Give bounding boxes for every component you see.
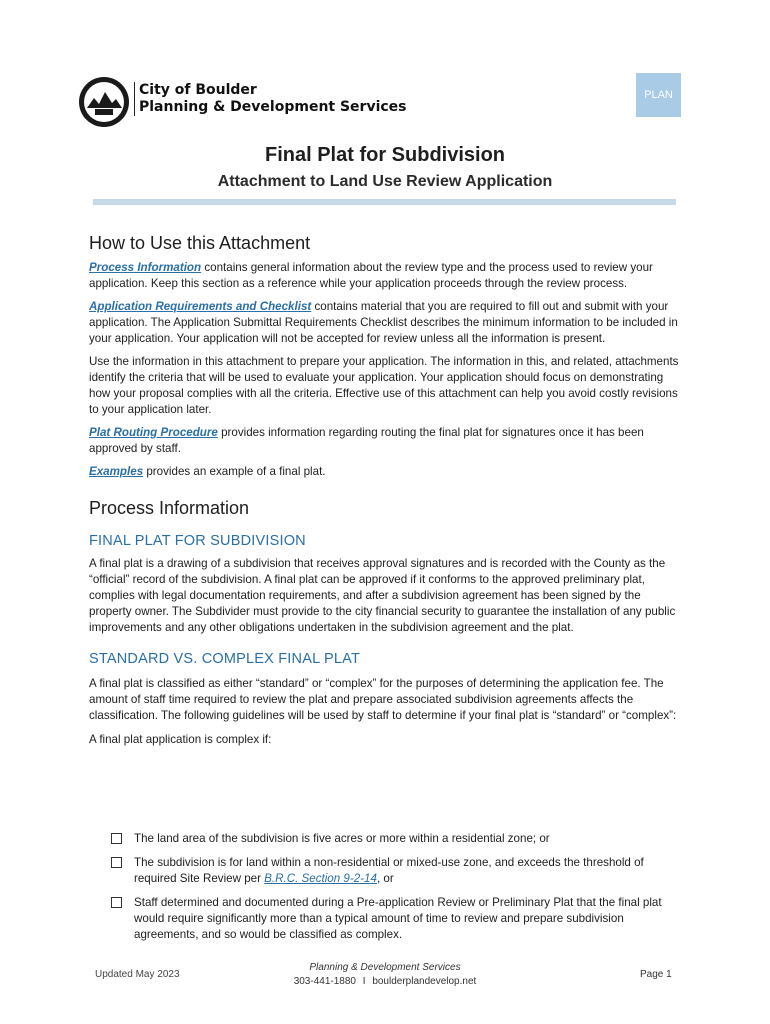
- checkbox-icon: [111, 833, 122, 844]
- footer-phone: 303-441-1880: [293, 976, 356, 987]
- how-to-paragraph-4: [89, 425, 679, 457]
- list-item: [110, 855, 680, 887]
- complex-intro: A final plat application is complex if:: [89, 733, 272, 746]
- org-name-line1: City of Boulder: [139, 82, 257, 98]
- footer-website[interactable]: boulderplandevelop.net: [372, 976, 477, 987]
- application-requirements-link[interactable]: Application Requirements and Checklist: [89, 300, 312, 313]
- complex-criteria-list: [110, 831, 680, 943]
- list-item: [110, 831, 680, 847]
- main-content: [89, 232, 679, 748]
- title-divider: [93, 199, 676, 205]
- final-plat-paragraph: A final plat is a drawing of a subdivision that receives approval signatures and is recorded with the County as the “official” record of the subdivision. A final plat can be approved if it conforms to the approved preliminary plat, complies with legal documentation requirements, and after a subdivision agreement has been signed by the property owner. The Subdivider must provide to the city financial security to guarantee the installation of any public improvements and any other obligations undertaken in the subdivision agreement and the plat.: [89, 557, 676, 634]
- how-to-paragraph-5-text: provides an example of a final plat.: [143, 465, 326, 478]
- document-title: Final Plat for Subdivision: [264, 144, 506, 166]
- document-subtitle: Attachment to Land Use Review Application: [217, 173, 553, 190]
- checkbox-icon: [111, 897, 122, 908]
- list-item: [110, 895, 680, 943]
- org-name-line2: Planning & Development Services: [139, 99, 407, 115]
- how-to-paragraph-2: [89, 299, 679, 347]
- examples-link[interactable]: Examples: [89, 465, 144, 478]
- criterion-2-text-end: , or: [376, 872, 394, 885]
- how-to-paragraph-3: Use the information in this attachment to prepare your application. The information in this, and related, attachments identify the criteria that will be used to evaluate your application. Your application should focus on demonstrating how your proposal complies with all the criteria. Effective use of this attachment can help you avoid costly revisions to your application later.: [89, 355, 679, 416]
- final-plat-subheading: FINAL PLAT FOR SUBDIVISION: [89, 533, 306, 549]
- footer-separator: I: [362, 976, 366, 987]
- how-to-paragraph-1-text: contains general information about the review type and the process used to review your application. Keep this section as a reference while your application proceeds through the review process.: [89, 261, 653, 290]
- brc-section-link[interactable]: B.R.C. Section 9-2-14: [264, 872, 377, 885]
- process-information-link[interactable]: Process Information: [89, 261, 202, 274]
- plan-badge: PLAN: [636, 73, 681, 117]
- checkbox-icon: [111, 857, 122, 868]
- how-to-heading: How to Use this Attachment: [89, 233, 311, 253]
- footer-page-number: Page 1: [640, 969, 672, 980]
- how-to-paragraph-5: [89, 464, 679, 480]
- city-seal-logo: [78, 76, 130, 128]
- criterion-3-text: Staff determined and documented during a Pre-application Review or Preliminary Plat that the final plat would require significantly more than a typical amount of time to review and prepare subdivision agreements, and so would be classified as complex.: [134, 896, 662, 941]
- org-name: [134, 82, 407, 116]
- how-to-paragraph-4-text: provides information regarding routing the final plat for signatures once it has been approved by staff.: [89, 426, 644, 455]
- plat-routing-link[interactable]: Plat Routing Procedure: [89, 426, 218, 439]
- criterion-1-text: The land area of the subdivision is five acres or more within a residential zone; or: [134, 832, 550, 845]
- standard-complex-subheading: STANDARD VS. COMPLEX FINAL PLAT: [89, 651, 361, 667]
- footer-updated: Updated May 2023: [95, 969, 180, 980]
- document-header: [78, 76, 678, 136]
- criterion-2-text: The subdivision is for land within a non-residential or mixed-use zone, and exceeds the threshold of required Site Review per: [134, 856, 644, 885]
- how-to-paragraph-1: [89, 260, 679, 292]
- standard-complex-paragraph: A final plat is classified as either “standard” or “complex” for the purposes of determining the application fee. The amount of staff time required to review the plat and prepare associated subdivision agreements affects the classification. The following guidelines will be used by staff to determine if your final plat is “standard” or “complex”:: [89, 677, 677, 722]
- how-to-paragraph-2-text: contains material that you are required to fill out and submit with your application. The Application Submittal Requirements Checklist describes the minimum information to be included in your application. Your application will not be accepted for review unless all the information is present.: [89, 300, 678, 345]
- process-heading: Process Information: [89, 498, 250, 518]
- footer-dept: Planning & Development Services: [309, 962, 461, 973]
